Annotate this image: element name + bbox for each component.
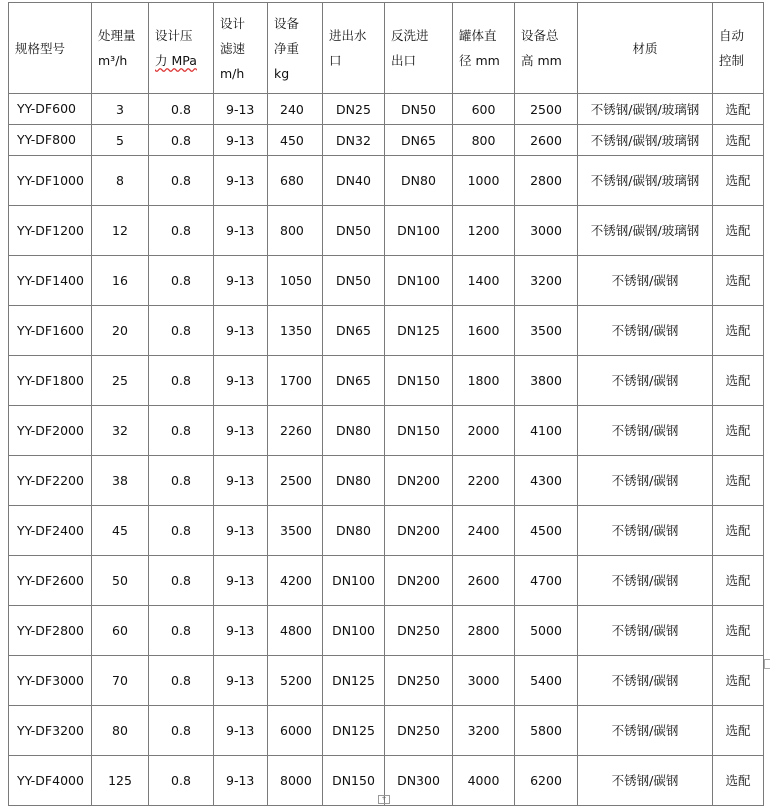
cell-flow: 32 [92,406,149,456]
table-row [9,556,764,606]
cell-speed: 9-13 [214,206,268,256]
cell-backwash: DN100 [385,256,453,306]
table-row [9,456,764,506]
cell-backwash: DN50 [385,94,453,125]
cell-flow: 16 [92,256,149,306]
cell-material: 不锈钢/碳钢 [578,506,713,556]
cell-diameter: 800 [453,125,515,156]
header-auto-control: 自动 控制 [713,3,764,94]
cell-flow: 8 [92,156,149,206]
cell-auto: 选配 [713,556,764,606]
cell-inlet: DN65 [323,356,385,406]
cell-height: 4700 [515,556,578,606]
cell-auto: 选配 [713,656,764,706]
cell-pressure: 0.8 [149,156,214,206]
cell-height: 5400 [515,656,578,706]
cell-speed: 9-13 [214,756,268,806]
table-row [9,506,764,556]
cell-height: 2800 [515,156,578,206]
cell-weight: 1050 [268,256,323,306]
cell-height: 6200 [515,756,578,806]
cell-inlet: DN50 [323,206,385,256]
table-row [9,706,764,756]
cell-material: 不锈钢/碳钢/玻璃钢 [578,206,713,256]
cell-weight: 800 [268,206,323,256]
cell-height: 3000 [515,206,578,256]
cell-flow: 45 [92,506,149,556]
cell-inlet: DN50 [323,256,385,306]
cell-diameter: 2800 [453,606,515,656]
cell-inlet: DN125 [323,656,385,706]
cell-backwash: DN250 [385,706,453,756]
spec-table [8,2,764,806]
cell-inlet: DN65 [323,306,385,356]
cell-backwash: DN250 [385,656,453,706]
cell-diameter: 3000 [453,656,515,706]
cell-pressure: 0.8 [149,94,214,125]
cell-auto: 选配 [713,756,764,806]
cell-speed: 9-13 [214,125,268,156]
cell-model: YY-DF2200 [9,456,92,506]
cell-inlet: DN80 [323,406,385,456]
cell-inlet: DN32 [323,125,385,156]
cell-model: YY-DF3200 [9,706,92,756]
cell-backwash: DN150 [385,356,453,406]
cell-material: 不锈钢/碳钢 [578,456,713,506]
cell-height: 3800 [515,356,578,406]
cell-inlet: DN150 [323,756,385,806]
cell-auto: 选配 [713,306,764,356]
cell-flow: 60 [92,606,149,656]
cell-auto: 选配 [713,206,764,256]
cell-backwash: DN80 [385,156,453,206]
cell-flow: 25 [92,356,149,406]
cell-model: YY-DF1600 [9,306,92,356]
cell-model: YY-DF1400 [9,256,92,306]
cell-speed: 9-13 [214,306,268,356]
cell-material: 不锈钢/碳钢 [578,256,713,306]
cell-height: 5000 [515,606,578,656]
cell-inlet: DN100 [323,606,385,656]
cell-weight: 8000 [268,756,323,806]
cell-inlet: DN80 [323,456,385,506]
cell-diameter: 2200 [453,456,515,506]
cell-material: 不锈钢/碳钢 [578,756,713,806]
cell-speed: 9-13 [214,556,268,606]
cell-backwash: DN150 [385,406,453,456]
cell-pressure: 0.8 [149,656,214,706]
cell-diameter: 1600 [453,306,515,356]
header-flow: 处理量 m³/h [92,3,149,94]
cell-pressure: 0.8 [149,306,214,356]
cell-height: 4500 [515,506,578,556]
cell-height: 5800 [515,706,578,756]
cell-model: YY-DF2800 [9,606,92,656]
cell-model: YY-DF1200 [9,206,92,256]
header-material: 材质 [578,3,713,94]
cell-model: YY-DF600 [9,94,92,125]
cell-diameter: 2400 [453,506,515,556]
cell-flow: 70 [92,656,149,706]
cell-diameter: 1000 [453,156,515,206]
cell-auto: 选配 [713,94,764,125]
cell-model: YY-DF2600 [9,556,92,606]
cell-height: 2500 [515,94,578,125]
cell-speed: 9-13 [214,456,268,506]
cell-flow: 50 [92,556,149,606]
cell-backwash: DN200 [385,556,453,606]
cell-inlet: DN125 [323,706,385,756]
cell-weight: 240 [268,94,323,125]
cell-material: 不锈钢/碳钢 [578,356,713,406]
cell-auto: 选配 [713,156,764,206]
cell-model: YY-DF800 [9,125,92,156]
cell-diameter: 600 [453,94,515,125]
header-net-weight: 设备 净重 kg [268,3,323,94]
cell-material: 不锈钢/碳钢/玻璃钢 [578,156,713,206]
cell-flow: 20 [92,306,149,356]
cell-weight: 6000 [268,706,323,756]
cell-auto: 选配 [713,256,764,306]
cell-backwash: DN100 [385,206,453,256]
cell-diameter: 2600 [453,556,515,606]
cell-weight: 5200 [268,656,323,706]
cell-flow: 125 [92,756,149,806]
cell-pressure: 0.8 [149,406,214,456]
cell-auto: 选配 [713,606,764,656]
cell-height: 3200 [515,256,578,306]
cell-pressure: 0.8 [149,456,214,506]
cell-backwash: DN250 [385,606,453,656]
cell-speed: 9-13 [214,256,268,306]
cell-inlet: DN40 [323,156,385,206]
cell-diameter: 2000 [453,406,515,456]
cell-diameter: 1200 [453,206,515,256]
cell-diameter: 3200 [453,706,515,756]
cell-model: YY-DF2400 [9,506,92,556]
cell-diameter: 1800 [453,356,515,406]
cell-speed: 9-13 [214,406,268,456]
header-filter-speed: 设计 滤速 m/h [214,3,268,94]
cell-pressure: 0.8 [149,756,214,806]
cell-height: 3500 [515,306,578,356]
cell-height: 4100 [515,406,578,456]
cell-backwash: DN300 [385,756,453,806]
cell-inlet: DN80 [323,506,385,556]
cell-model: YY-DF2000 [9,406,92,456]
cell-backwash: DN200 [385,506,453,556]
cell-speed: 9-13 [214,706,268,756]
cell-pressure: 0.8 [149,606,214,656]
cell-pressure: 0.8 [149,556,214,606]
cell-speed: 9-13 [214,656,268,706]
cell-speed: 9-13 [214,506,268,556]
table-body [9,94,764,806]
cell-flow: 38 [92,456,149,506]
cell-backwash: DN125 [385,306,453,356]
cell-pressure: 0.8 [149,125,214,156]
cell-flow: 3 [92,94,149,125]
header-backwash: 反洗进 出口 [385,3,453,94]
cell-auto: 选配 [713,125,764,156]
cell-pressure: 0.8 [149,206,214,256]
cell-weight: 2260 [268,406,323,456]
cell-weight: 1350 [268,306,323,356]
table-row [9,606,764,656]
table-row [9,656,764,706]
cell-flow: 80 [92,706,149,756]
cell-diameter: 4000 [453,756,515,806]
cell-height: 2600 [515,125,578,156]
cell-speed: 9-13 [214,606,268,656]
cell-model: YY-DF1800 [9,356,92,406]
header-inlet-outlet: 进出水 口 [323,3,385,94]
cell-material: 不锈钢/碳钢/玻璃钢 [578,125,713,156]
cell-flow: 5 [92,125,149,156]
table-row [9,125,764,156]
cell-material: 不锈钢/碳钢 [578,706,713,756]
cell-speed: 9-13 [214,156,268,206]
cell-inlet: DN100 [323,556,385,606]
cell-inlet: DN25 [323,94,385,125]
cell-model: YY-DF3000 [9,656,92,706]
cell-material: 不锈钢/碳钢 [578,656,713,706]
table-row [9,206,764,256]
cell-model: YY-DF4000 [9,756,92,806]
margin-marker [764,659,770,669]
cell-material: 不锈钢/碳钢 [578,306,713,356]
cell-pressure: 0.8 [149,356,214,406]
cell-pressure: 0.8 [149,706,214,756]
cell-speed: 9-13 [214,356,268,406]
cell-model: YY-DF1000 [9,156,92,206]
cell-pressure: 0.8 [149,506,214,556]
cell-pressure: 0.8 [149,256,214,306]
cell-weight: 3500 [268,506,323,556]
table-row [9,94,764,125]
header-model: 规格型号 [9,3,92,94]
header-total-height: 设备总 高 mm [515,3,578,94]
page-break-marker: + [378,795,390,804]
header-tank-diameter: 罐体直 径 mm [453,3,515,94]
table-row [9,156,764,206]
cell-auto: 选配 [713,456,764,506]
cell-weight: 4800 [268,606,323,656]
table-row [9,306,764,356]
cell-backwash: DN200 [385,456,453,506]
table-row [9,406,764,456]
cell-weight: 450 [268,125,323,156]
table-row [9,256,764,306]
cell-weight: 4200 [268,556,323,606]
cell-diameter: 1400 [453,256,515,306]
cell-weight: 1700 [268,356,323,406]
cell-flow: 12 [92,206,149,256]
cell-auto: 选配 [713,356,764,406]
table-header [9,3,764,94]
table-row [9,356,764,406]
cell-material: 不锈钢/碳钢 [578,406,713,456]
spec-table-container [8,2,764,806]
cell-auto: 选配 [713,706,764,756]
cell-speed: 9-13 [214,94,268,125]
cell-backwash: DN65 [385,125,453,156]
cell-height: 4300 [515,456,578,506]
cell-weight: 680 [268,156,323,206]
cell-material: 不锈钢/碳钢 [578,556,713,606]
cell-material: 不锈钢/碳钢 [578,606,713,656]
cell-weight: 2500 [268,456,323,506]
cell-auto: 选配 [713,506,764,556]
cell-auto: 选配 [713,406,764,456]
cell-material: 不锈钢/碳钢/玻璃钢 [578,94,713,125]
header-pressure: 设计压 力 MPa [149,3,214,94]
